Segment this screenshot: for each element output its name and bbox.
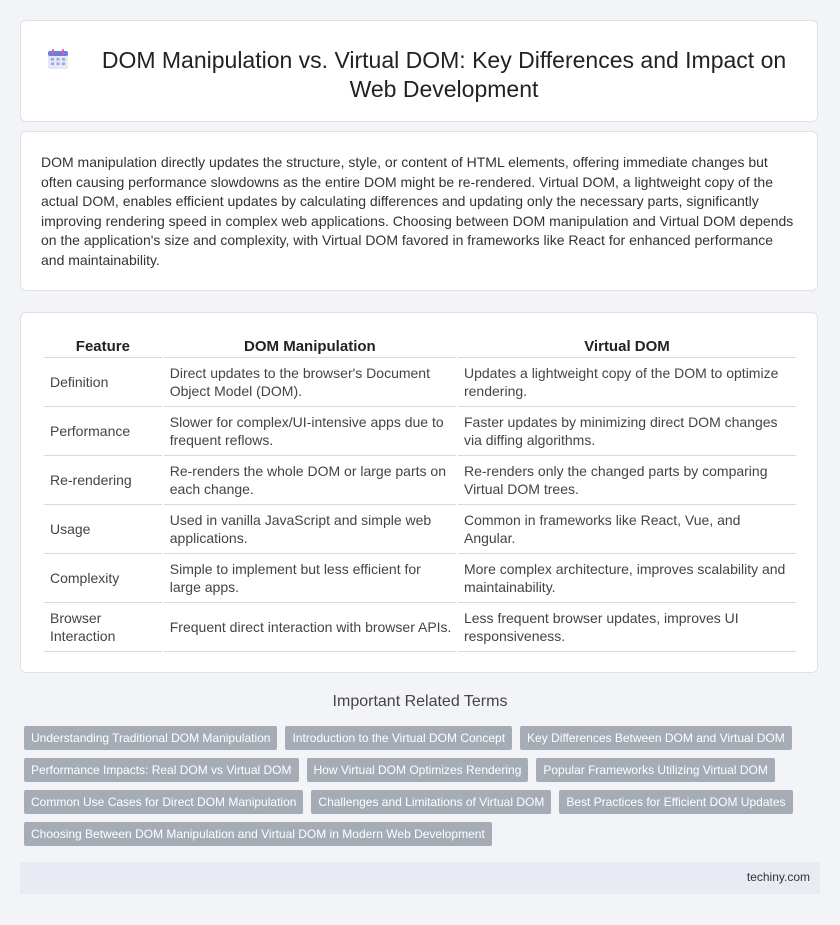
related-term-tag[interactable]: Popular Frameworks Utilizing Virtual DOM: [536, 758, 775, 782]
related-term-tag[interactable]: Key Differences Between DOM and Virtual DOM: [520, 726, 792, 750]
virtual-dom-cell: Common in frameworks like React, Vue, and Angular.: [458, 505, 796, 554]
table-header-row: [44, 334, 796, 358]
virtual-dom-cell: Updates a lightweight copy of the DOM to optimize rendering.: [458, 358, 796, 407]
table-row: [44, 554, 796, 603]
feature-cell: Performance: [44, 407, 162, 456]
table-row: [44, 505, 796, 554]
feature-cell: Re-rendering: [44, 456, 162, 505]
feature-cell: Usage: [44, 505, 162, 554]
virtual-dom-cell: Less frequent browser updates, improves UI responsiveness.: [458, 603, 796, 652]
dom-cell: Re-renders the whole DOM or large parts on each change.: [164, 456, 456, 505]
feature-cell: Browser Interaction: [44, 603, 162, 652]
related-term-tag[interactable]: Choosing Between DOM Manipulation and Virtual DOM in Modern Web Development: [24, 822, 492, 846]
related-term-tag[interactable]: Best Practices for Efficient DOM Updates: [559, 790, 792, 814]
related-term-tag[interactable]: Common Use Cases for Direct DOM Manipulation: [24, 790, 303, 814]
dom-cell: Slower for complex/UI-intensive apps due to frequent reflows.: [164, 407, 456, 456]
related-term-tag[interactable]: How Virtual DOM Optimizes Rendering: [307, 758, 529, 782]
header-dom-manipulation: DOM Manipulation: [164, 334, 456, 358]
virtual-dom-cell: Faster updates by minimizing direct DOM changes via diffing algorithms.: [458, 407, 796, 456]
page-title: DOM Manipulation vs. Virtual DOM: Key Differences and Impact on Web Development: [101, 47, 787, 102]
footer: [20, 862, 820, 894]
comparison-table: [42, 334, 798, 652]
table-row: [44, 456, 796, 505]
intro-paragraph: DOM manipulation directly updates the structure, style, or content of HTML elements, offering immediate changes but often causing performance slowdowns as the entire DOM might be re-rendered. Virtual DOM, a lightweight copy of the actual DOM, enables efficient updates by calculating differences and updating only the necessary parts, significantly improving rendering speed in complex web applications. Choosing between DOM manipulation and Virtual DOM depends on the application's size and complexity, with Virtual DOM favored in frameworks like React for enhanced performance and maintainability.: [41, 154, 794, 268]
related-terms-heading: Important Related Terms: [332, 693, 508, 710]
footer-site-link[interactable]: techiny.com: [746, 870, 810, 884]
table-row: [44, 407, 796, 456]
calendar-icon: [47, 48, 69, 70]
header-feature: Feature: [44, 334, 162, 358]
header-virtual-dom: Virtual DOM: [458, 334, 796, 358]
related-term-tag[interactable]: Performance Impacts: Real DOM vs Virtual DOM: [24, 758, 299, 782]
table-row: [44, 603, 796, 652]
virtual-dom-cell: More complex architecture, improves scalability and maintainability.: [458, 554, 796, 603]
title-card: [20, 20, 818, 122]
feature-cell: Complexity: [44, 554, 162, 603]
related-term-tag[interactable]: Introduction to the Virtual DOM Concept: [285, 726, 512, 750]
virtual-dom-cell: Re-renders only the changed parts by comparing Virtual DOM trees.: [458, 456, 796, 505]
related-terms-list: [24, 726, 824, 846]
dom-cell: Direct updates to the browser's Document Object Model (DOM).: [164, 358, 456, 407]
dom-cell: Frequent direct interaction with browser APIs.: [164, 603, 456, 652]
comparison-table-card: [20, 312, 818, 673]
intro-card: [20, 131, 818, 291]
related-term-tag[interactable]: Challenges and Limitations of Virtual DOM: [311, 790, 551, 814]
table-row: [44, 358, 796, 407]
related-term-tag[interactable]: Understanding Traditional DOM Manipulation: [24, 726, 277, 750]
feature-cell: Definition: [44, 358, 162, 407]
dom-cell: Used in vanilla JavaScript and simple web applications.: [164, 505, 456, 554]
dom-cell: Simple to implement but less efficient for large apps.: [164, 554, 456, 603]
